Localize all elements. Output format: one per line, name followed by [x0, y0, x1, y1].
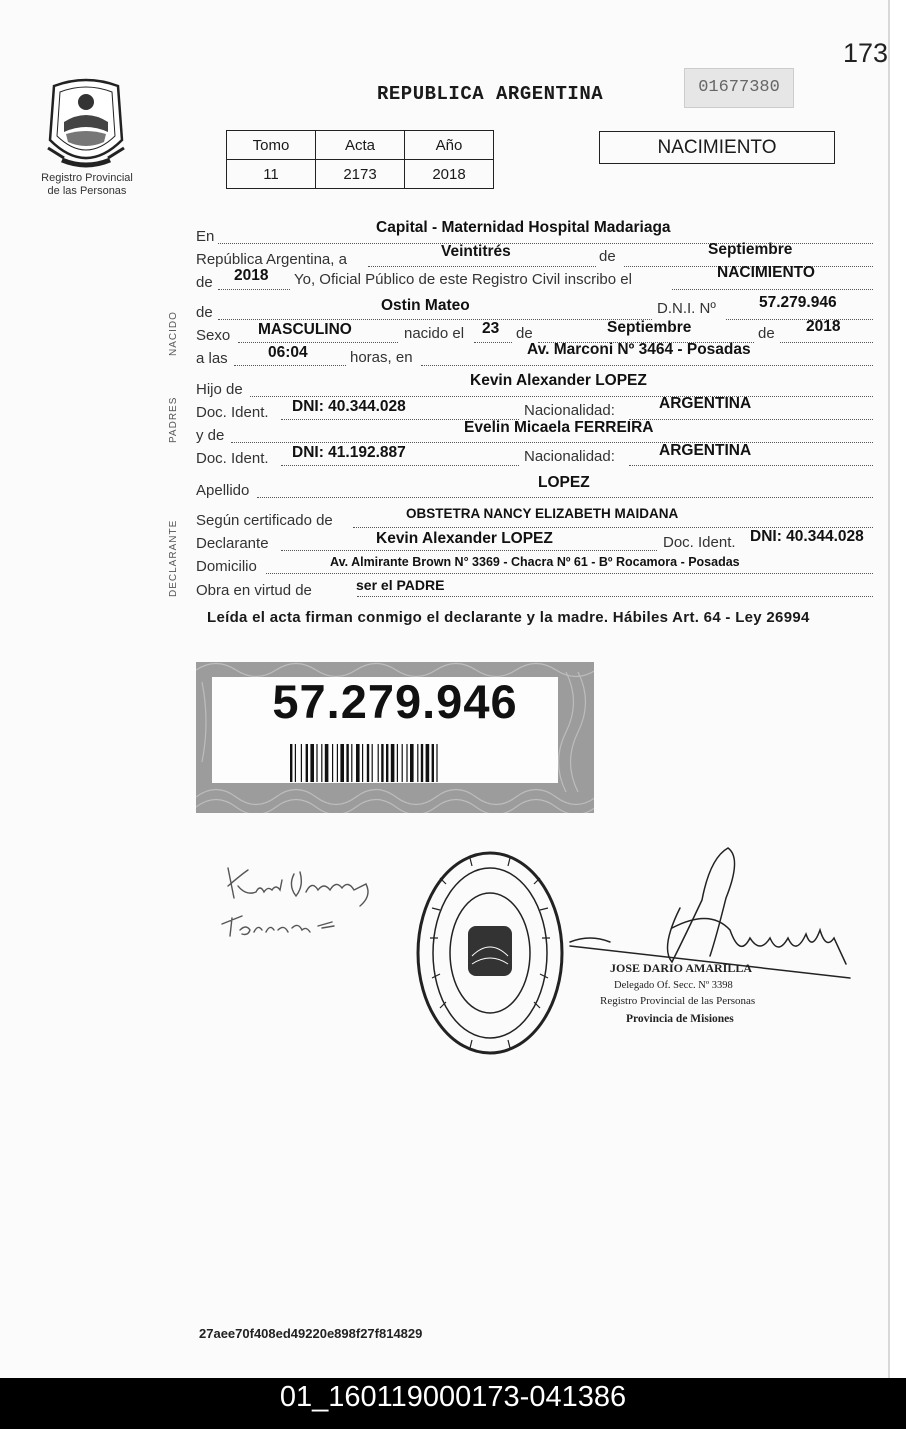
barcode-bar	[367, 744, 369, 782]
father-nationality-value: ARGENTINA	[659, 395, 752, 412]
dni-card	[196, 662, 594, 813]
footer-file-id: 01_160119000173-041386	[279, 1381, 627, 1413]
tomo-value: 11	[227, 160, 316, 189]
barcode-bar	[337, 744, 338, 782]
birth-address-value: Av. Marconi Nº 3464 - Posadas	[527, 341, 751, 358]
act-type-box: NACIMIENTO	[599, 131, 835, 164]
year-value: 2018	[234, 267, 269, 284]
barcode-icon	[290, 744, 500, 782]
leader-line	[234, 365, 346, 366]
leader-line	[281, 550, 657, 551]
leader-line	[250, 396, 873, 397]
leader-line	[218, 289, 290, 290]
day-text-value: Veintitrés	[441, 243, 511, 260]
a-las-label: a las	[196, 350, 228, 367]
nacionalidad-label: Nacionalidad:	[524, 448, 615, 465]
nacionalidad-label: Nacionalidad:	[524, 402, 615, 419]
page-number: 173	[843, 38, 889, 68]
leader-line	[281, 465, 519, 466]
sexo-label: Sexo	[196, 327, 231, 344]
republica-label: República Argentina, a	[196, 251, 347, 268]
leader-line	[629, 465, 873, 466]
barcode-bar	[295, 744, 296, 782]
child-name-value: Ostin Mateo	[381, 297, 470, 314]
horas-label: horas, en	[350, 349, 413, 366]
sexo-value: MASCULINO	[258, 321, 352, 338]
section-label-nacido: NACIDO	[168, 311, 179, 356]
barcode-bar	[332, 744, 333, 782]
barcode-bar	[321, 744, 322, 782]
barcode-bar	[406, 744, 407, 782]
leader-line	[672, 289, 873, 290]
section-label-declarante: DECLARANTE	[168, 519, 179, 597]
barcode-bar	[346, 744, 348, 782]
mother-name-value: Evelin Micaela FERREIRA	[464, 419, 654, 436]
birth-year-value: 2018	[806, 318, 841, 335]
serial-number: 01677380	[684, 68, 794, 108]
barcode-bar	[436, 744, 437, 782]
de4-label: de	[516, 325, 533, 342]
apellido-value: LOPEZ	[538, 474, 590, 491]
barcode-bar	[426, 744, 430, 782]
barcode-bar	[290, 744, 292, 782]
official-stamp-icon	[410, 838, 880, 1068]
doc-ident-label: Doc. Ident.	[663, 534, 736, 551]
barcode-bar	[340, 744, 344, 782]
father-doc-value: DNI: 40.344.028	[292, 398, 406, 415]
official-org: Registro Provincial de las Personas	[600, 995, 756, 1007]
barcode-bar	[402, 744, 403, 782]
leader-line	[266, 573, 873, 574]
declarante-value: Kevin Alexander LOPEZ	[376, 530, 553, 547]
barcode-bar	[316, 744, 317, 782]
barcode-bar	[421, 744, 423, 782]
barcode-bar	[386, 744, 388, 782]
doc-ident-label: Doc. Ident.	[196, 450, 269, 467]
doc-ident-label: Doc. Ident.	[196, 404, 269, 421]
barcode-bar	[378, 744, 379, 782]
en-label: En	[196, 228, 215, 245]
official-name: JOSE DARIO AMARILLA	[610, 961, 753, 975]
nacido-el-label: nacido el	[404, 325, 465, 342]
section-label-padres: PADRES	[168, 396, 179, 443]
document-hash: 27aee70f408ed49220e898f27f814829	[199, 1326, 423, 1341]
child-dni-value: 57.279.946	[759, 294, 837, 311]
leader-line	[421, 365, 873, 366]
barcode-bar	[301, 744, 302, 782]
barcode-bar	[391, 744, 395, 782]
birth-month-value: Septiembre	[607, 319, 692, 336]
barcode-bar	[356, 744, 360, 782]
birth-time-value: 06:04	[268, 344, 308, 361]
anio-value: 2018	[405, 160, 494, 189]
apellido-label: Apellido	[196, 482, 250, 499]
acta-label: Acta	[316, 131, 405, 160]
leader-line	[218, 319, 652, 320]
segun-label: Según certificado de	[196, 512, 333, 529]
obra-value: ser el PADRE	[356, 577, 445, 593]
leader-line	[368, 266, 596, 267]
father-name-value: Kevin Alexander LOPEZ	[470, 372, 647, 389]
barcode-bar	[432, 744, 434, 782]
declarante-doc-value: DNI: 40.344.028	[750, 528, 864, 545]
month-text-value: Septiembre	[708, 241, 793, 258]
leader-line	[780, 342, 873, 343]
y-de-label: y de	[196, 427, 225, 444]
barcode-bar	[397, 744, 398, 782]
mother-doc-value: DNI: 41.192.887	[292, 444, 406, 461]
domicilio-value: Av. Almirante Brown N° 3369 - Chacra Nº 61 - Bº Rocamora - Posadas	[330, 555, 740, 569]
anio-label: Año	[405, 131, 494, 160]
barcode-bar	[351, 744, 352, 782]
hijo-de-label: Hijo de	[196, 381, 243, 398]
dni-label: D.N.I. Nº	[657, 300, 716, 317]
barcode-bar	[310, 744, 314, 782]
leader-line	[357, 596, 873, 597]
barcode-bar	[381, 744, 383, 782]
tomo-label: Tomo	[227, 131, 316, 160]
barcode-bar	[306, 744, 308, 782]
leader-line	[257, 497, 873, 498]
document-title: REPUBLICA ARGENTINA	[377, 83, 604, 105]
declarante-label: Declarante	[196, 535, 269, 552]
certificado-value: OBSTETRA NANCY ELIZABETH MAIDANA	[406, 506, 679, 521]
province-seal-icon	[44, 78, 128, 170]
dni-card-number: 57.279.946	[272, 675, 518, 728]
inscribo-label: Yo, Oficial Público de este Registro Civil inscribo el	[294, 271, 632, 288]
place-value: Capital - Maternidad Hospital Madariaga	[376, 219, 671, 236]
birth-day-value: 23	[482, 320, 500, 337]
barcode-bar	[410, 744, 414, 782]
de-label: de	[599, 248, 616, 265]
mother-nationality-value: ARGENTINA	[659, 442, 752, 459]
leader-line	[726, 319, 873, 320]
act-word-value: NACIMIENTO	[717, 264, 815, 281]
acta-value: 2173	[316, 160, 405, 189]
leader-line	[629, 419, 873, 420]
closing-statement: Leída el acta firman conmigo el declarante y la madre. Hábiles Art. 64 - Ley 26994	[207, 609, 810, 626]
leader-line	[238, 342, 398, 343]
leader-line	[231, 442, 873, 443]
de5-label: de	[758, 325, 775, 342]
leader-line	[474, 342, 512, 343]
official-province: Provincia de Misiones	[626, 1013, 734, 1025]
handwritten-signatures-icon	[214, 856, 384, 946]
obra-label: Obra en virtud de	[196, 582, 312, 599]
official-role: Delegado Of. Secc. Nº 3398	[614, 980, 733, 991]
barcode-bar	[372, 744, 373, 782]
de3-label: de	[196, 304, 213, 321]
record-table	[226, 130, 494, 189]
barcode-bar	[417, 744, 418, 782]
barcode-bar	[362, 744, 363, 782]
de2-label: de	[196, 274, 213, 291]
registry-name: Registro Provincial de las Personas	[41, 172, 133, 197]
domicilio-label: Domicilio	[196, 558, 257, 575]
barcode-bar	[325, 744, 329, 782]
